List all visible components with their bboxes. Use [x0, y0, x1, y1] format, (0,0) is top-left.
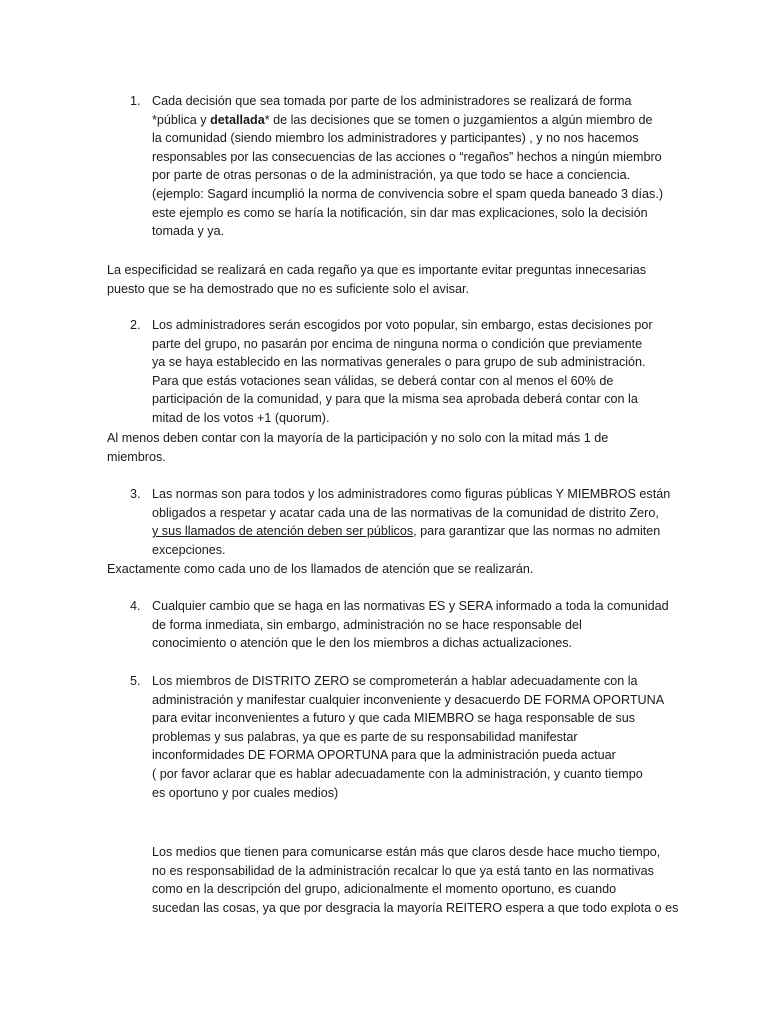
- paragraph-line: Cualquier cambio que se haga en las normativas ES y SERA informado a toda la comunidad: [152, 599, 669, 613]
- paragraph-line: por parte de otras personas o de la administración, ya que todo se hace a conciencia.: [152, 168, 631, 183]
- note-line: puesto que se ha demostrado que no es suficiente solo el avisar.: [107, 281, 469, 296]
- closing-line: sucedan las cosas, ya que por desgracia la mayoría REITERO espera a que todo explota o es: [152, 900, 679, 915]
- closing-line: como en la descripción del grupo, adicionalmente el momento oportuno, es cuando: [152, 882, 617, 897]
- paragraph-line: parte del grupo, no pasarán por encima de ninguna norma o condición que previamente: [152, 336, 643, 351]
- paragraph-line: Los miembros de DISTRITO ZERO se comprometerán a hablar adecuadamente con la: [152, 674, 638, 688]
- note-line: La especificidad se realizará en cada regaño ya que es importante evitar preguntas innecesarias: [107, 263, 647, 277]
- paragraph-line: Los administradores serán escogidos por voto popular, sin embargo, estas decisiones por: [152, 318, 653, 332]
- paragraph-line: este ejemplo es como se haría la notificación, sin dar mas explicaciones, solo la decisión: [152, 205, 648, 220]
- note-line: Exactamente como cada uno de los llamados de atención que se realizarán.: [107, 562, 534, 576]
- paragraph-line: ya se haya establecido en las normativas generales o para grupo de sub administración.: [152, 355, 646, 370]
- paragraph-line: participación de la comunidad, y para que la misma sea aprobada deberá contar con la: [152, 392, 638, 407]
- paragraph-line: administración y manifestar cualquier inconveniente y desacuerdo DE FORMA OPORTUNA: [152, 692, 665, 707]
- paragraph-line: mitad de los votos +1 (quorum).: [152, 411, 330, 425]
- paragraph-line: conocimiento o atención que le den los miembros a dichas actualizaciones.: [152, 636, 573, 651]
- list-number: 5.: [130, 674, 141, 688]
- paragraph-line: problemas y sus palabras, ya que es parte de su responsabilidad manifestar: [152, 729, 578, 744]
- paragraph-line: Cada decisión que sea tomada por parte de los administradores se realizará de forma: [152, 94, 632, 108]
- text-run: * de las decisiones que se tomen o juzgamientos a algún miembro de: [264, 112, 653, 127]
- paragraph-line: es oportuno y por cuales medios): [152, 785, 339, 800]
- text-run: *pública y: [152, 112, 211, 127]
- paragraph-line: Para que estás votaciones sean válidas, se deberá contar con al menos el 60% de: [152, 373, 614, 388]
- paragraph-line: [152, 522, 660, 541]
- underlined-text: y sus llamados de atención deben ser públicos: [152, 524, 414, 539]
- paragraph-line: [152, 111, 653, 130]
- paragraph-line: ( por favor aclarar que es hablar adecuadamente con la administración, y cuanto tiempo: [152, 767, 643, 781]
- paragraph-line: excepciones.: [152, 542, 226, 557]
- paragraph-line: responsables por las consecuencias de las acciones o “regaños” hechos a ningún miembro: [152, 149, 662, 164]
- closing-line: Los medios que tienen para comunicarse están más que claros desde hace mucho tiempo,: [152, 845, 661, 859]
- paragraph-line: obligados a respetar y acatar cada una de las normativas de la comunidad de distrito Zero,: [152, 505, 659, 520]
- closing-line: no es responsabilidad de la administración recalcar lo que ya está tanto en las normativas: [152, 863, 654, 878]
- note-line: miembros.: [107, 449, 166, 464]
- list-number: 3.: [130, 487, 141, 501]
- list-number: 4.: [130, 599, 141, 613]
- paragraph-line: Las normas son para todos y los administradores como figuras públicas Y MIEMBROS están: [152, 487, 671, 501]
- list-number: 1.: [130, 94, 141, 108]
- list-number: 2.: [130, 318, 141, 332]
- paragraph-line: de forma inmediata, sin embargo, administración no se hace responsable del: [152, 617, 582, 632]
- note-line: Al menos deben contar con la mayoría de la participación y no solo con la mitad más 1 de: [107, 431, 609, 445]
- bold-text: detallada: [210, 112, 265, 127]
- paragraph-line: para evitar inconvenientes a futuro y que cada MIEMBRO se haga responsable de sus: [152, 711, 636, 726]
- paragraph-line: inconformidades DE FORMA OPORTUNA para que la administración pueda actuar: [152, 748, 616, 763]
- paragraph-line: tomada y ya.: [152, 224, 225, 239]
- paragraph-line: (ejemplo: Sagard incumplió la norma de convivencia sobre el spam queda baneado 3 días.): [152, 187, 664, 201]
- text-run: , para garantizar que las normas no admiten: [413, 524, 661, 539]
- paragraph-line: la comunidad (siendo miembro los administradores y participantes) , y no nos hacemos: [152, 131, 639, 146]
